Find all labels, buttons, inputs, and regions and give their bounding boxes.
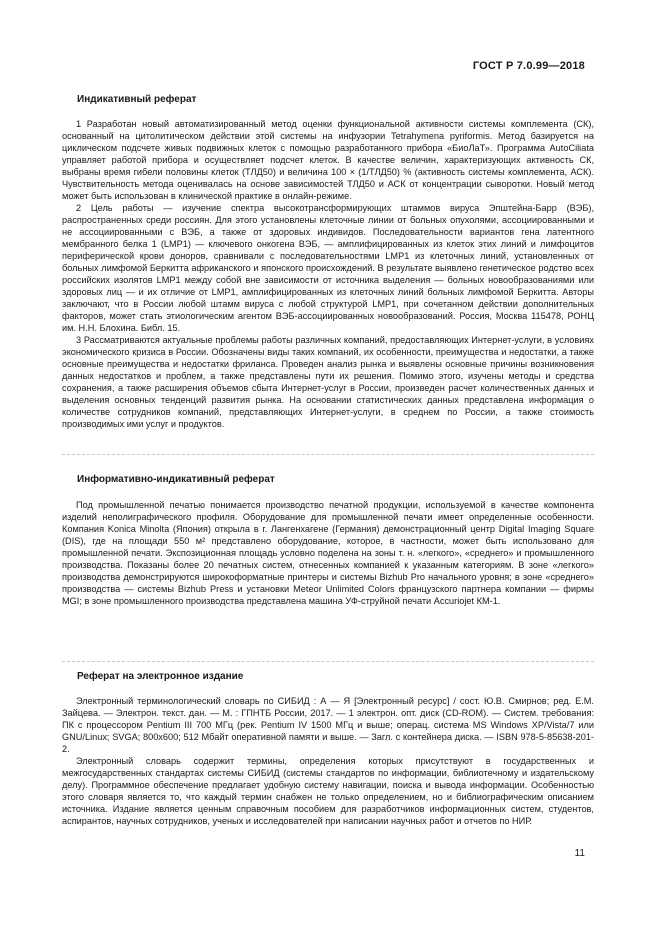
page-number: 11 <box>574 848 585 859</box>
paragraph: 1 Разработан новый автоматизированный метод оценки функциональной активности системы комплемента (СК), основанный на цитолитическом действии этой системы на инфузории Tetrahymena pyriformis. Метод базируется на циклическом подсчете живых подвижных клеток с помощью разработанного прибора «БиоЛаТ». Программа AutoCiliata управляет работой прибора и осуществляет подсчет клеток. В качестве величин, характеризующих активность СК, выбраны время гибели половины клеток (ТЛД50) и величина 100 × (1/ТЛД50) % (активность системы комплемента, АСК). Чувствительность метода оценивалась на основе зависимостей ТЛД50 и АСК от концентрации сыворотки. Новый метод может быть использован в клинической практике в онлайн-режиме. <box>62 119 594 201</box>
section-title-indicative: Индикативный реферат <box>77 94 197 105</box>
section-indicative <box>62 94 594 105</box>
paragraph: Электронный словарь содержит термины, определения которых присутствуют в государственных и межгосударственных стандартах системы СИБИД (системы стандартов по информации, библиотечному и издательскому делу). Программное обеспечение предлагает удобную систему навигации, поиска и вывода информации. Особенностью этого словаря является то, что каждый термин снабжен не только определением, но и библиографическим описанием источника. Издание является ценным справочным пособием для разработчиков информационных систем, студентов, аспирантов, научных сотрудников, ученых и исследователей при написании научных работ и отчетов по НИР. <box>62 756 594 826</box>
section-electronic-edition-body <box>62 695 594 827</box>
paragraph: 3 Рассматриваются актуальные проблемы работы различных компаний, предоставляющих Интернет-услуги, в условиях экономического кризиса в России. Обозначены виды таких компаний, их особенности, преимущества и недостатки, а также основные преимущества и недостатки фриланса. Проведен анализ рынка и выявлены основные причины возникновения данных недостатков и проблем, а также представлены пути их решения. Помимо этого, изучены методы и средства сохранения, а также расширения объемов сбыта Интернет-услуг в России, произведен расчет количественных данных и выделения основных тенденций развития рынка. На основании статистических данных представлена информация о количестве сотрудников компаний, представляющих Интернет-услуги, в среднем по России, а также стоимость производимых ими услуг и продуктов. <box>62 335 594 429</box>
paragraph: Под промышленной печатью понимается производство печатной продукции, используемой в качестве компонента изделий неполиграфического профиля. Оборудование для промышленной печати имеет определенные особенности. Компания Konica Minolta (Япония) открыла в г. Лангенхагене (Германия) демонстрационный центр Digital Imaging Square (DIS), где на площади 550 м² представлено оборудование, которое, в частности, может быть использовано для промышленной печати. Экспозиционная площадь условно поделена на зоны т. н. «легкого», «среднего» и промышленного производства. Показаны более 20 печатных систем, отнесенных компанией к указанным категориям. В зоне «легкого» производства демонстрируются широкоформатные принтеры и системы Bizhub Pro начального уровня; в зоне «среднего» производства — системы Bizhub Press и установки Meteor Unlimited Colors французского партнера компании — фирмы MGI; в зоне промышленного производства представлена машина УФ-струйной печати Accuriojet КМ-1. <box>62 500 594 606</box>
paragraph: Электронный терминологический словарь по СИБИД : А — Я [Электронный ресурс] / сост. Ю.В. Смирнов; ред. Е.М. Зайцева. — Электрон. текст. дан. — М. : ГПНТБ России, 2017. — 1 электрон. опт. диск (CD-ROM). — Систем. требования: ПК с процессором Pentium III 700 МГц (рек. Pentium IV 1500 МГц и выше; операц. система MS Windows XP/Vista/7 или GNU/Linux; SVGA; 800x600; 512 Мбайт оперативной памяти и выше. — Загл. с контейнера диска. — ISBN 978-5-85638-201-2. <box>62 696 594 754</box>
section-title-electronic-edition: Реферат на электронное издание <box>77 671 244 682</box>
section-title-informative-indicative: Информативно-индикативный реферат <box>77 474 275 485</box>
paragraph: 2 Цель работы — изучение спектра высокотрансформирующих штаммов вируса Эпштейна-Барр (ВЭБ), распространенных среди россиян. Для этого установлены клеточные линии от больных опухолями, ассоциированными и не ассоциированными с ВЭБ, а также от здоровых индивидов. Последовательности вариантов гена латентного мембранного белка 1 (LMP1) — ключевого онкогена ВЭБ, — амплифицированных из клеток этих линий и лимфоцитов периферической крови доноров, сравнивали с последовательностями LMP1 из клеточных линий, установленных от больных лимфомой Беркитта африканского и японского происхождений. В результате выявлено генетическое родство всех российских изолятов LMP1 между собой вне зависимости от источника выделения — больных новообразованиями или здоровых лиц — и их отличие от LMP1, амплифицированных из клеточных линий больных лимфомой Беркитта. Авторы заключают, что в России любой штамм вируса с любой структурой LMP1, при сочетанном действии дополнительных факторов, может стать этиологическим агентом ВЭБ-ассоциированных новообразований. Россия, Москва 115478, РОНЦ им. Н.Н. Блохина. Библ. 15. <box>62 203 594 333</box>
standard-code-header: ГОСТ Р 7.0.99—2018 <box>472 60 585 72</box>
section-divider <box>62 661 594 662</box>
section-divider <box>62 454 594 455</box>
section-informative-indicative-body <box>62 499 594 607</box>
section-informative-indicative <box>62 474 594 485</box>
section-indicative-body <box>62 118 594 430</box>
section-electronic-edition <box>62 671 594 682</box>
